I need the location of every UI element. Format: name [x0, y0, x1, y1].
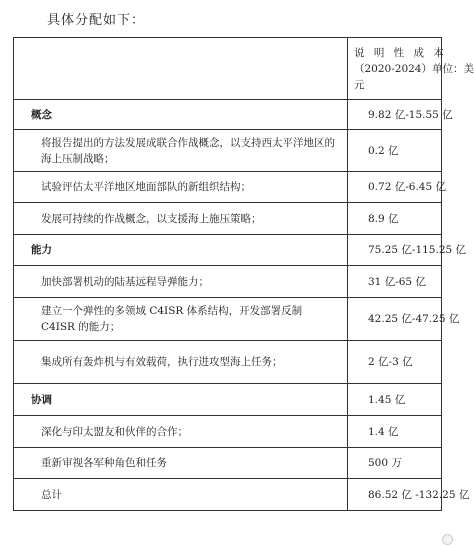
table-row — [14, 298, 442, 341]
table-row — [14, 341, 442, 384]
item-label: 试验评估太平洋地区地面部队的新组织结构； — [14, 172, 348, 203]
cost-value: 31 亿-65 亿 — [348, 266, 442, 298]
cost-allocation-table — [13, 37, 474, 511]
item-label: 深化与印太盟友和伙伴的合作； — [14, 416, 348, 448]
cost-value: 9.82 亿-15.55 亿 — [348, 100, 442, 130]
cost-value: 8.9 亿 — [348, 203, 442, 235]
table-row — [14, 235, 442, 266]
item-label: 集成所有轰炸机与有效载荷，执行进攻型海上任务； — [14, 341, 348, 384]
table-row — [14, 266, 442, 298]
item-label: 建立一个弹性的多领域 C4ISR 体系结构，开发部署反制 C4ISR 的能力； — [14, 298, 348, 341]
watermark-icon — [442, 534, 453, 545]
cost-value: 1.45 亿 — [348, 384, 442, 416]
cost-value: 0.72 亿-6.45 亿 — [348, 172, 442, 203]
table-row — [14, 100, 442, 130]
item-label: 将报告提出的方法发展成联合作战概念，以支持西太平洋地区的海上压制战略； — [14, 130, 348, 172]
cost-value: 1.4 亿 — [348, 416, 442, 448]
header-line-2: （2020-2024）单位：美 — [354, 62, 474, 75]
item-label: 发展可持续的作战概念，以支援海上施压策略； — [14, 203, 348, 235]
cost-value: 75.25 亿-115.25 亿 — [348, 235, 442, 266]
cost-value: 0.2 亿 — [348, 130, 442, 172]
table-row-total — [14, 479, 442, 511]
category-label: 概念 — [14, 100, 348, 130]
total-label: 总计 — [14, 479, 348, 511]
table-row — [14, 203, 442, 235]
table-row — [14, 448, 442, 479]
category-label: 协调 — [14, 384, 348, 416]
table-row — [14, 130, 442, 172]
header-line-3: 元 — [354, 78, 365, 91]
intro-text: 具体分配如下： — [47, 13, 146, 28]
table-row — [14, 384, 442, 416]
table-header-row — [14, 38, 442, 100]
header-cost-cell — [348, 38, 474, 100]
header-empty-cell — [14, 38, 348, 100]
item-label: 加快部署机动的陆基远程导弹能力； — [14, 266, 348, 298]
category-label: 能力 — [14, 235, 348, 266]
cost-value: 500 万 — [348, 448, 442, 479]
table-row — [14, 172, 442, 203]
header-line-1: 说 明 性 成 本 — [354, 46, 447, 59]
cost-value: 2 亿-3 亿 — [348, 341, 442, 384]
total-value: 86.52 亿 -132.25 亿 — [348, 479, 442, 511]
cost-value: 42.25 亿-47.25 亿 — [348, 298, 442, 341]
item-label: 重新审视各军种角色和任务 — [14, 448, 348, 479]
table-row — [14, 416, 442, 448]
